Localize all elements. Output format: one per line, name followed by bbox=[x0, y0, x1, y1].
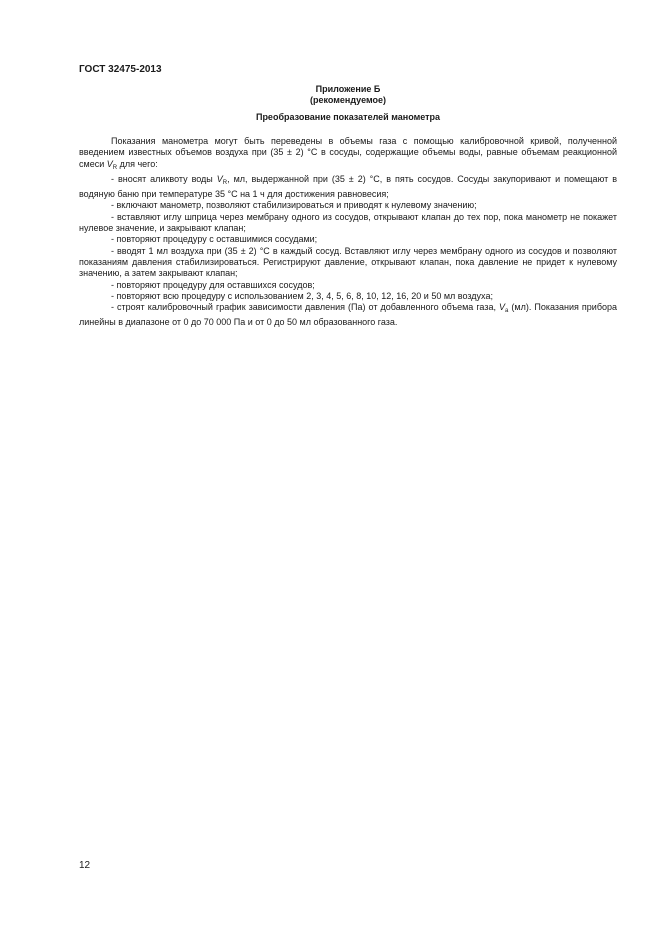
step-build-calibration bbox=[79, 302, 617, 329]
variable-subscript: R bbox=[112, 164, 118, 171]
step-repeat-volumes: - повторяют всю процедуру с использованием 2, 3, 4, 5, 6, 8, 10, 12, 16, 20 и 50 мл воздуха; bbox=[111, 290, 493, 301]
step-add-water bbox=[79, 174, 617, 201]
variable-subscript: R bbox=[222, 179, 228, 186]
annex-type: (рекомендуемое) bbox=[310, 95, 386, 105]
step-add-water-text-end: , мл, выдержанной при (35 ± 2) °С, в пять сосудов. Сосуды закупоривают и помещают в водяную баню при температуре 35 °С на 1 ч для достижения равновесия; bbox=[79, 173, 617, 200]
variable-v: V bbox=[106, 158, 113, 169]
variable-subscript: a bbox=[505, 308, 509, 315]
step-inject-air: - вводят 1 мл воздуха при (35 ± 2) °С в каждый сосуд. Вставляют иглу через мембрану одного из сосудов и позволяют показаниям давления стабилизироваться. Регистрируют давление, открывают клапан, пока давление не придет к нулевому значению, а затем закрывают клапан; bbox=[79, 245, 617, 279]
annex-title: Приложение Б bbox=[315, 84, 381, 94]
variable-v: V bbox=[499, 302, 506, 313]
paragraph-intro-text-end: для чего: bbox=[117, 158, 158, 169]
step-repeat-vessels: - повторяют процедуру для оставшихся сосудов; bbox=[111, 279, 315, 290]
paragraph-intro bbox=[79, 136, 617, 174]
step-build-calibration-text: - строят калибровочный график зависимости давления (Па) от добавленного объема газа, bbox=[111, 302, 499, 313]
page-number: 12 bbox=[79, 860, 91, 871]
step-insert-needle: - вставляют иглу шприца через мембрану одного из сосудов, открывают клапан до тех пор, пока манометр не покажет нулевое значение, и закрывают клапан; bbox=[79, 211, 617, 234]
body-text bbox=[79, 136, 617, 329]
step-add-water-text: - вносят аликвоту воды bbox=[111, 173, 217, 184]
step-zero-manometer: - включают манометр, позволяют стабилизироваться и приводят к нулевому значению; bbox=[111, 200, 477, 211]
step-repeat-remaining: - повторяют процедуру с оставшимися сосудами; bbox=[111, 234, 318, 245]
variable-v: V bbox=[216, 173, 223, 184]
step-build-calibration-text-end: (мл). Показания прибора линейны в диапазоне от 0 до 70 000 Па и от 0 до 50 мл образованного газа. bbox=[79, 302, 618, 328]
paragraph-intro-text: Показания манометра могут быть переведены в объемы газа с помощью калибровочной кривой, полученной введением известных объемов воздуха при (35 ± 2) °С в сосуды, содержащие объемы воды, равные объемам реакционной смеси bbox=[79, 136, 617, 169]
section-title: Преобразование показателей манометра bbox=[255, 112, 441, 122]
document-header-id: ГОСТ 32475-2013 bbox=[79, 64, 162, 75]
